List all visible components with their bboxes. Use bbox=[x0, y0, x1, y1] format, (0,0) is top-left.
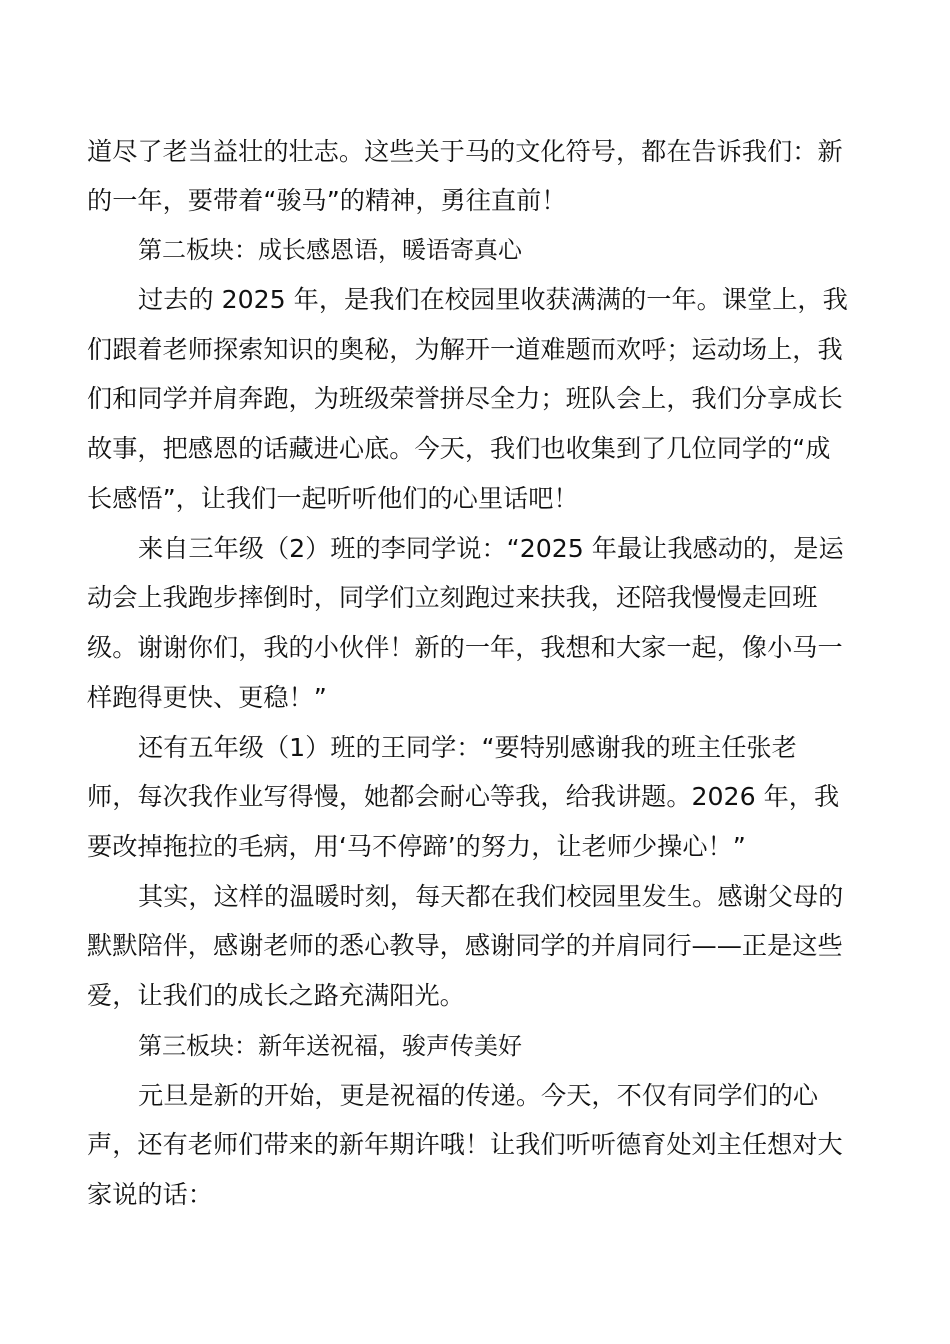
text-line-6: 们和同学并肩奔跑，为班级荣誉拼尽全力；班队会上，我们分享成长 bbox=[87, 384, 843, 413]
text-line-1: 道尽了老当益壮的壮志。这些关于马的文化符号，都在告诉我们：新 bbox=[87, 137, 843, 166]
text-line-7: 故事，把感恩的话藏进心底。今天，我们也收集到了几位同学的“成 bbox=[87, 434, 831, 463]
text-line-4: 过去的 2025 年，是我们在校园里收获满满的一年。课堂上，我 bbox=[138, 285, 848, 314]
text-line-2: 的一年，要带着“骏马”的精神，勇往直前！ bbox=[87, 186, 567, 215]
text-line-17: 默默陪伴，感谢老师的悉心教导，感谢同学的并肩同行——正是这些 bbox=[87, 931, 843, 960]
text-line-15: 要改掉拖拉的毛病，用‘马不停蹄’的努力，让老师少操心！” bbox=[87, 832, 746, 861]
text-line-12: 样跑得更快、更稳！” bbox=[87, 683, 327, 712]
text-line-10: 动会上我跑步摔倒时，同学们立刻跑过来扶我，还陪我慢慢走回班 bbox=[87, 583, 818, 612]
text-line-21: 声，还有老师们带来的新年期许哦！让我们听听德育处刘主任想对大 bbox=[87, 1130, 843, 1159]
section-heading-2: 第二板块：成长感恩语，暖语寄真心 bbox=[138, 236, 522, 264]
text-line-20: 元旦是新的开始，更是祝福的传递。今天，不仅有同学们的心 bbox=[138, 1081, 819, 1110]
text-line-14: 师，每次我作业写得慢，她都会耐心等我，给我讲题。2026 年，我 bbox=[87, 782, 840, 811]
text-line-18: 爱，让我们的成长之路充满阳光。 bbox=[87, 981, 465, 1010]
text-line-22: 家说的话： bbox=[87, 1180, 213, 1209]
text-line-13: 还有五年级（1）班的王同学：“要特别感谢我的班主任张老 bbox=[138, 733, 797, 762]
text-line-8: 长感悟”，让我们一起听听他们的心里话吧！ bbox=[87, 484, 579, 513]
section-heading-3: 第三板块：新年送祝福，骏声传美好 bbox=[138, 1032, 522, 1060]
text-line-9: 来自三年级（2）班的李同学说：“2025 年最让我感动的，是运 bbox=[138, 534, 844, 563]
text-line-11: 级。谢谢你们，我的小伙伴！新的一年，我想和大家一起，像小马一 bbox=[87, 633, 843, 662]
text-line-16: 其实，这样的温暖时刻，每天都在我们校园里发生。感谢父母的 bbox=[138, 882, 844, 911]
text-line-5: 们跟着老师探索知识的奥秘，为解开一道难题而欢呼；运动场上，我 bbox=[87, 335, 843, 364]
